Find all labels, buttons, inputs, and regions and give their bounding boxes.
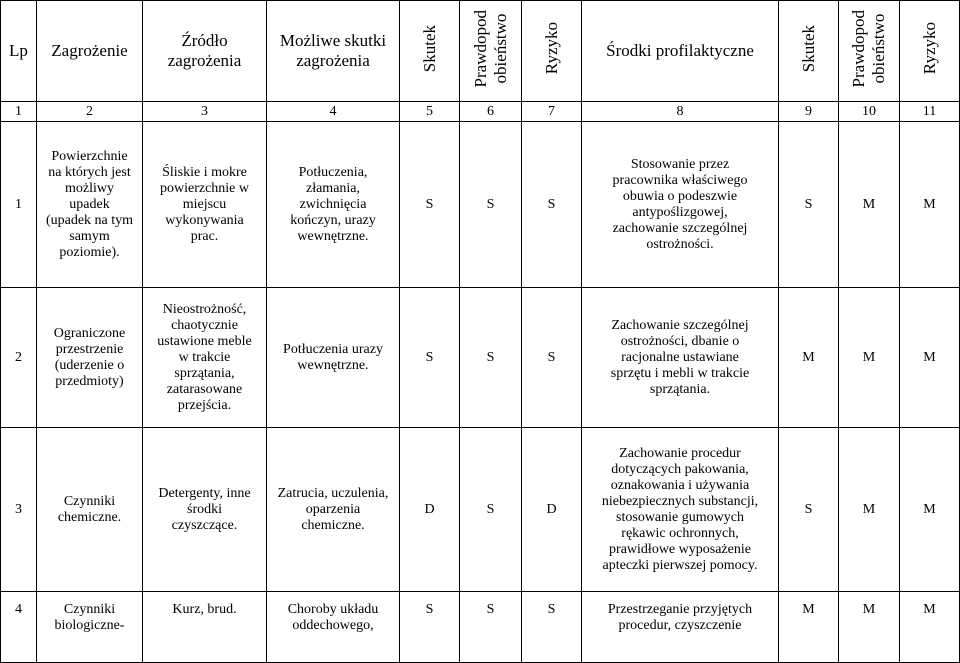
cell-source <box>143 428 267 592</box>
cell-measures <box>582 122 779 288</box>
cell-measures-line: apteczki pierwszej pomocy. <box>602 557 758 573</box>
cell-effects <box>267 428 400 592</box>
cell-measures-line: niebezpiecznych substancji, <box>601 493 759 509</box>
cell-probability-after: M <box>839 428 900 592</box>
cell-probability: S <box>460 592 522 663</box>
cell-effects-line: chemiczne. <box>301 517 365 533</box>
cell-source-line: przejścia. <box>177 397 232 413</box>
cell-risk: S <box>522 122 582 288</box>
cell-measures-line: oznakowania i używania <box>610 477 750 493</box>
cell-source-line: czyszczące. <box>171 517 238 533</box>
cell-hazard <box>37 122 143 288</box>
cell-source-line: zatarasowane <box>166 381 243 397</box>
cell-source-line: Detergenty, inne <box>158 485 251 501</box>
cell-consequence-after: S <box>779 428 839 592</box>
cell-hazard-line: Ograniczone <box>53 325 126 341</box>
cell-hazard-line: Powierzchnie <box>51 148 128 164</box>
cell-probability: S <box>460 428 522 592</box>
cell-measures-line: rękawic ochronnych, <box>621 525 739 541</box>
column-number: 10 <box>839 102 900 122</box>
cell-probability: S <box>460 122 522 288</box>
header-hazard: Zagrożenie <box>37 1 143 102</box>
cell-measures-line: sprzętu i mebli w trakcie <box>610 365 750 381</box>
cell-effects-line: oparzenia <box>305 501 361 517</box>
column-number: 8 <box>582 102 779 122</box>
table-row <box>1 122 960 288</box>
cell-lp: 1 <box>1 122 37 288</box>
cell-measures <box>582 592 779 663</box>
header-consequence-after: Skutek <box>779 1 839 102</box>
cell-hazard-line: (upadek na tym <box>45 212 134 228</box>
cell-source-line: miejscu <box>182 196 227 212</box>
cell-lp: 2 <box>1 288 37 428</box>
header-measures: Środki profilaktyczne <box>582 1 779 102</box>
table-row <box>1 288 960 428</box>
cell-risk-after: M <box>900 122 960 288</box>
cell-consequence: S <box>400 592 460 663</box>
cell-hazard <box>37 592 143 663</box>
cell-lp: 3 <box>1 428 37 592</box>
cell-source-line: wykonywania <box>165 212 244 228</box>
cell-measures-line: dotyczących pakowania, <box>611 461 749 477</box>
cell-measures-line: prawidłowe wyposażenie <box>609 541 751 557</box>
cell-risk-after: M <box>900 288 960 428</box>
column-number: 9 <box>779 102 839 122</box>
cell-source-line: w trakcie <box>178 349 231 365</box>
cell-measures <box>582 288 779 428</box>
cell-source-line: Śliskie i mokre <box>162 164 247 180</box>
cell-source-line: prac. <box>190 228 219 244</box>
header-consequence: Skutek <box>400 1 460 102</box>
cell-risk-after: M <box>900 428 960 592</box>
column-number: 11 <box>900 102 960 122</box>
cell-measures-line: Zachowanie procedur <box>619 445 741 461</box>
cell-source-line: ustawione meble <box>157 333 252 349</box>
cell-measures-line: Przestrzeganie przyjętych <box>607 602 753 617</box>
cell-source-line: Nieostrożność, <box>162 301 247 317</box>
cell-source-line: sprzątania, <box>174 365 235 381</box>
cell-effects-line: Choroby układu <box>287 602 379 617</box>
header-risk: Ryzyko <box>522 1 582 102</box>
header-row <box>1 1 960 102</box>
cell-measures-line: stosowanie gumowych <box>616 509 744 525</box>
column-number: 6 <box>460 102 522 122</box>
header-probability-after: Prawdopod obieństwo <box>839 1 900 102</box>
cell-effects-line: zwichnięcia <box>299 196 367 212</box>
column-number-row <box>1 102 960 122</box>
cell-probability-after: M <box>839 122 900 288</box>
cell-probability: S <box>460 288 522 428</box>
cell-source <box>143 592 267 663</box>
cell-source-line: Kurz, brud. <box>172 602 237 617</box>
cell-effects-line: oddechowego, <box>292 618 374 633</box>
cell-hazard-line: Czynniki <box>63 602 116 617</box>
cell-probability-after: M <box>839 592 900 663</box>
cell-risk: S <box>522 592 582 663</box>
cell-consequence: D <box>400 428 460 592</box>
cell-hazard-line: (uderzenie o <box>54 357 125 373</box>
cell-hazard-line: upadek <box>69 196 110 212</box>
cell-measures-line: Stosowanie przez <box>630 156 730 172</box>
cell-measures-line: Zachowanie szczególnej <box>611 317 749 333</box>
column-number: 5 <box>400 102 460 122</box>
column-number: 3 <box>143 102 267 122</box>
cell-risk-after: M <box>900 592 960 663</box>
cell-measures-line: zachowanie szczególnej <box>612 220 748 236</box>
cell-consequence: S <box>400 288 460 428</box>
cell-hazard <box>37 428 143 592</box>
table-row <box>1 428 960 592</box>
cell-source-line: środki <box>187 501 222 517</box>
cell-lp: 4 <box>1 592 37 663</box>
cell-hazard <box>37 288 143 428</box>
cell-source-line: powierzchnie w <box>159 180 250 196</box>
cell-effects <box>267 592 400 663</box>
cell-probability-after: M <box>839 288 900 428</box>
cell-measures-line: antypoślizgowej, <box>632 204 728 220</box>
cell-consequence-after: M <box>779 592 839 663</box>
cell-hazard-line: możliwy <box>65 180 114 196</box>
table-row <box>1 592 960 663</box>
cell-measures <box>582 428 779 592</box>
cell-effects <box>267 122 400 288</box>
header-risk-after: Ryzyko <box>900 1 960 102</box>
cell-hazard-line: przestrzenie <box>55 341 124 357</box>
cell-risk: D <box>522 428 582 592</box>
cell-consequence: S <box>400 122 460 288</box>
column-number: 7 <box>522 102 582 122</box>
column-number: 4 <box>267 102 400 122</box>
cell-consequence-after: S <box>779 122 839 288</box>
cell-effects-line: złamania, <box>305 180 361 196</box>
column-number: 2 <box>37 102 143 122</box>
header-source: Źródło zagrożenia <box>143 1 267 102</box>
header-probability: Prawdopod obieństwo <box>460 1 522 102</box>
cell-measures-line: sprzątania. <box>649 381 711 397</box>
header-lp: Lp <box>1 1 37 102</box>
cell-consequence-after: M <box>779 288 839 428</box>
cell-hazard-line: biologiczne- <box>54 618 125 633</box>
cell-hazard-line: samym <box>69 228 110 244</box>
cell-source <box>143 122 267 288</box>
cell-effects-line: Zatrucia, uczulenia, <box>277 485 389 501</box>
cell-measures-line: procedur, czyszczenie <box>618 618 742 633</box>
cell-hazard-line: chemiczne. <box>57 509 122 525</box>
cell-hazard-line: poziomie). <box>59 244 120 260</box>
cell-measures-line: pracownika właściwego <box>612 172 748 188</box>
cell-effects-line: kończyn, urazy <box>290 212 376 228</box>
header-effects: Możliwe skutki zagrożenia <box>267 1 400 102</box>
cell-measures-line: obuwia o podeszwie <box>622 188 738 204</box>
cell-measures-line: ostrożności, dbanie o <box>620 333 740 349</box>
cell-source-line: chaotycznie <box>171 317 238 333</box>
cell-hazard-line: przedmioty) <box>55 373 124 389</box>
cell-measures-line: ostrożności. <box>646 236 714 252</box>
cell-effects-line: wewnętrzne. <box>297 228 369 244</box>
cell-risk: S <box>522 288 582 428</box>
column-number: 1 <box>1 102 37 122</box>
cell-effects <box>267 288 400 428</box>
cell-hazard-line: na których jest <box>48 164 131 180</box>
cell-source <box>143 288 267 428</box>
cell-effects-line: Potłuczenia, <box>298 164 368 180</box>
cell-effects-line: Potłuczenia urazy <box>283 341 383 357</box>
cell-measures-line: racjonalne ustawiane <box>621 349 739 365</box>
cell-effects-line: wewnętrzne. <box>297 357 369 373</box>
cell-hazard-line: Czynniki <box>63 493 116 509</box>
